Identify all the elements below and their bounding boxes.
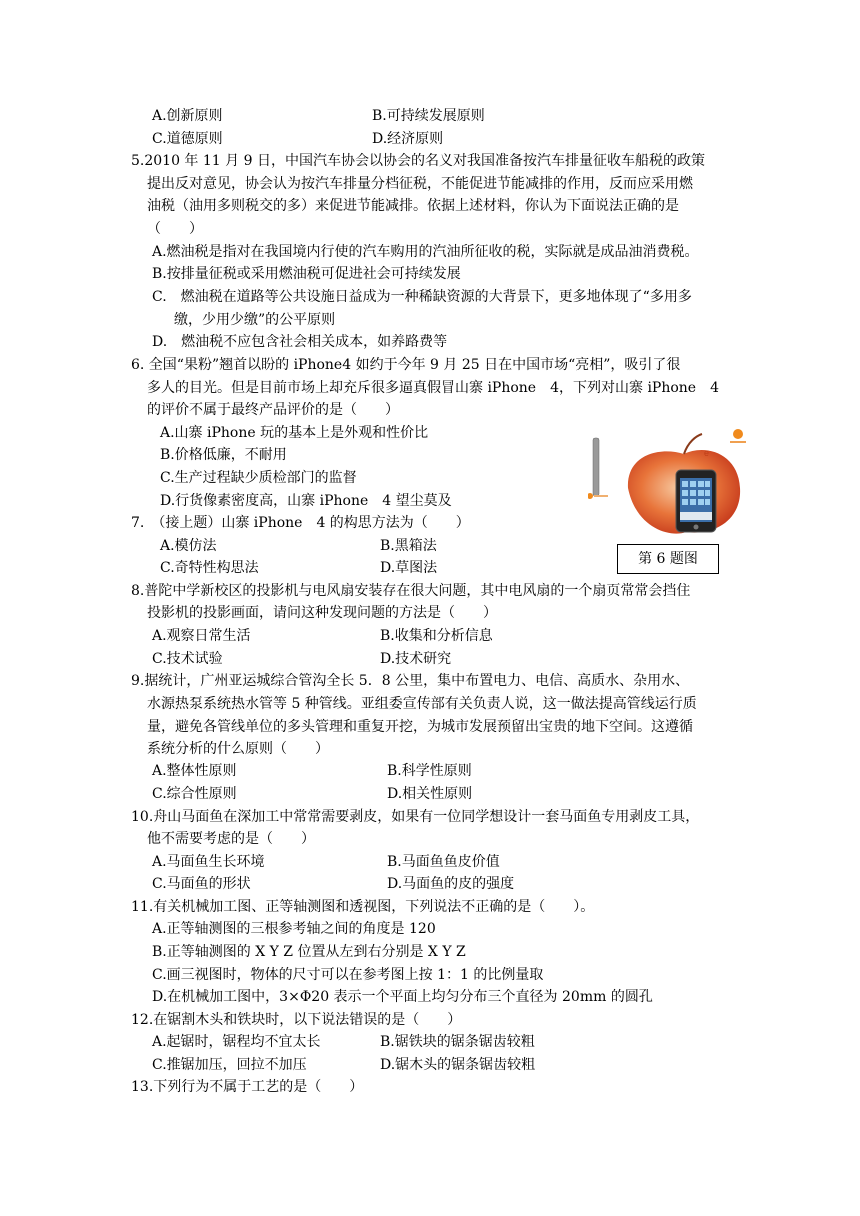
q8-option-c: C.技术试验 (152, 651, 223, 667)
q8-option-b: B.收集和分析信息 (380, 628, 493, 644)
q4-option-d: D.经济原则 (372, 131, 444, 147)
q5-stem-line: 油税（油用多则税交的多）来促进节能减排。依据上述材料，你认为下面说法正确的是 (147, 198, 679, 214)
q5-stem-line: （ ） (147, 221, 203, 237)
q8-option-a: A.观察日常生活 (152, 628, 251, 644)
q5-stem-line: 5.2010 年 11 月 9 日，中国汽车协会以协会的名义对我国准备按汽车排量征收车船税的政策 (131, 153, 705, 169)
q12-option-c: C.推锯加压，回拉不加压 (152, 1057, 307, 1073)
q9-option-c: C.综合性原则 (152, 786, 237, 802)
q10-stem-line: 他不需要考虑的是（ ） (147, 831, 315, 847)
q9-stem-line: 量，避免各管线单位的多头管理和重复开挖，为城市发展预留出宝贵的地下空间。这遵循 (147, 719, 693, 735)
q5-option-a: A.燃油税是指对在我国境内行使的汽车购用的汽油所征收的税，实际就是成品油消费税。 (152, 244, 699, 260)
q6-option-b: B.价格低廉，不耐用 (160, 447, 287, 463)
q10-stem-line: 10.舟山马面鱼在深加工中常常需要剥皮，如果有一位同学想设计一套马面鱼专用剥皮工具， (131, 809, 700, 825)
iphone-figure (588, 428, 756, 548)
q7-option-a: A.模仿法 (160, 538, 217, 554)
q9-stem-line: 水源热泵系统热水管等 5 种管线。亚组委宣传部有关负责人说，这一做法提高管线运行质 (147, 696, 697, 712)
q10-option-b: B.马面鱼鱼皮价值 (387, 854, 500, 870)
q4-option-c: C.道德原则 (152, 131, 223, 147)
q6-stem-line: 的评价不属于最终产品评价的是（ ） (147, 402, 399, 418)
q5-option-c: C. 燃油税在道路等公共设施日益成为一种稀缺资源的大背景下，更多地体现了“多用多 (152, 289, 692, 305)
q12-option-d: D.锯木头的锯条锯齿较粗 (380, 1057, 536, 1073)
q10-option-a: A.马面鱼生长环境 (152, 854, 265, 870)
q5-option-b: B.按排量征税或采用燃油税可促进社会可持续发展 (152, 266, 461, 282)
q12-stem: 12.在锯割木头和铁块时，以下说法错误的是（ ） (131, 1012, 462, 1028)
q10-option-d: D.马面鱼的皮的强度 (387, 876, 515, 892)
q4-option-a: A.创新原则 (152, 108, 223, 124)
q11-stem: 11.有关机械加工图、正等轴测图和透视图，下列说法不正确的是（ ）。 (131, 899, 595, 915)
q9-stem-line: 系统分析的什么原则（ ） (147, 741, 329, 757)
q9-stem-line: 9.据统计，广州亚运城综合管沟全长 5．8 公里，集中布置电力、电信、高质水、杂用水、 (131, 673, 690, 689)
q7-stem: 7. （接上题）山寨 iPhone 4 的构思方法为（ ） (131, 515, 470, 531)
q12-option-a: A.起锯时，锯程均不宜太长 (152, 1034, 321, 1050)
q6-option-c: C.生产过程缺少质检部门的监督 (160, 470, 357, 486)
q6-stem-line: 多人的目光。但是目前市场上却充斥很多逼真假冒山寨 iPhone 4，下列对山寨 iPhone 4 (147, 380, 720, 396)
q11-option-a: A.正等轴测图的三根参考轴之间的角度是 120 (152, 921, 436, 937)
q11-option-c: C.画三视图时，物体的尺寸可以在参考图上按 1：1 的比例量取 (152, 967, 544, 983)
q8-stem-line: 投影机的投影画面，请问这种发现问题的方法是（ ） (147, 605, 497, 621)
q10-option-c: C.马面鱼的形状 (152, 876, 251, 892)
q11-option-b: B.正等轴测图的 X Y Z 位置从左到右分别是 X Y Z (152, 944, 466, 960)
q4-option-b: B.可持续发展原则 (372, 108, 485, 124)
iphone-illustration (588, 428, 756, 548)
q5-stem-line: 提出反对意见，协会认为按汽车排量分档征税，不能促进节能减排的作用，反而应采用燃 (147, 176, 693, 192)
q5-option-d: D. 燃油税不应包含社会相关成本，如养路费等 (152, 334, 448, 350)
q12-option-b: B.锯铁块的锯条锯齿较粗 (380, 1034, 535, 1050)
q13-stem: 13.下列行为不属于工艺的是（ ） (131, 1079, 364, 1095)
figure-caption: 第 6 题图 (617, 544, 719, 574)
q9-option-a: A.整体性原则 (152, 763, 237, 779)
q9-option-d: D.相关性原则 (387, 786, 473, 802)
q6-option-a: A.山寨 iPhone 玩的基本上是外观和性价比 (160, 425, 429, 441)
q5-option-c-cont: 缴，少用少缴”的公平原则 (174, 312, 336, 328)
q7-option-b: B.黑箱法 (380, 538, 437, 554)
q8-option-d: D.技术研究 (380, 651, 452, 667)
q7-option-d: D.草图法 (380, 560, 438, 576)
figure-mark: e (704, 448, 710, 458)
q9-option-b: B.科学性原则 (387, 763, 472, 779)
q8-stem-line: 8.普陀中学新校区的投影机与电风扇安装存在很大问题，其中电风扇的一个扇页常常会挡住 (131, 583, 691, 599)
q7-option-c: C.奇特性构思法 (160, 560, 259, 576)
q11-option-d: D.在机械加工图中，3×Φ20 表示一个平面上均匀分布三个直径为 20mm 的圆孔 (152, 989, 653, 1005)
q6-stem-line: 6. 全国“果粉”翘首以盼的 iPhone4 如约于今年 9 月 25 日在中国市场“亮相”，吸引了很 (131, 357, 681, 373)
q6-option-d: D.行货像素密度高，山寨 iPhone 4 望尘莫及 (160, 493, 452, 509)
